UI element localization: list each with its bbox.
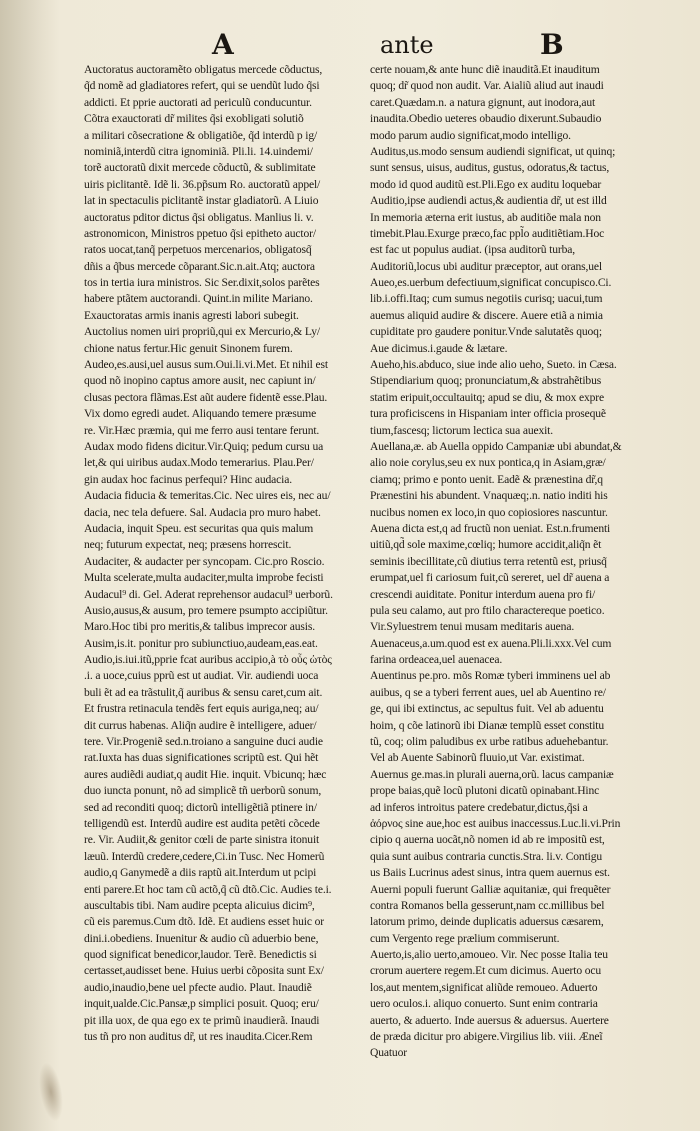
text-line: Multa scelerate,multa audaciter,multa improbe fecisti	[84, 571, 324, 585]
text-line: habere ptãtem auctorandi. Quint.in milite Mariano.	[84, 292, 313, 306]
text-line: q̃d nomẽ ad gladiatores refert, qui se uendũt ludo q̃si	[84, 79, 320, 93]
text-line: Audacia fiducia & temeritas.Cic. Nec uires eis, nec au/	[84, 489, 331, 503]
text-line: inaudita.Obedio ueteres obaudio dixerunt.Subaudio	[370, 112, 602, 126]
running-head-left-initial: A	[212, 28, 234, 61]
text-line: ciamq; primo e ponto uenit. Eadẽ & prænestina dr̃,q	[370, 472, 603, 486]
text-line: Auernus ge.mas.in plurali auerna,orũ. lacus campaniæ	[370, 767, 614, 781]
text-line: statim eripuit,occultauitq; apud se diu, & mox expre	[370, 390, 605, 404]
text-line: rat.Iuxta has duas significationes scriptũ est. Qui hẽt	[84, 751, 319, 765]
text-line: tere. Vir.Progeniẽ sed.n.troiano a sanguine duci audie	[84, 735, 323, 749]
text-line: quod significat benedicor,laudor. Terẽ. Benedictis si	[84, 948, 317, 962]
text-line: cipio q auerna uocãt,nõ nomen id ab re impositũ est,	[370, 833, 605, 847]
text-line: tũ, coq; olim paludibus ex urbe ratibus aduehebantur.	[370, 735, 609, 749]
text-line: Ausim,is.it. ponitur pro subiunctiuo,audeam,eas.eat.	[84, 636, 318, 650]
right-text-column	[370, 62, 696, 1062]
text-line: lat in spectaculis piclitantẽ instar gladiatorũ. A Liuio	[84, 194, 319, 208]
text-line: los,aut mentem,significat aliũde remoueo. Aduerto	[370, 980, 598, 994]
text-line: certasset,audisset bene. Huius uerbi cõposita sunt Ex/	[84, 964, 324, 978]
running-head-title: ante	[380, 31, 434, 59]
text-line: enti parere.Et hoc tam cũ actõ,q̃ cũ dtõ.Cic. Audies te.i.	[84, 882, 332, 896]
text-line: gin audax hoc facinus perfequi? Hinc audacia.	[84, 472, 292, 486]
running-head-right-initial: B	[540, 28, 564, 61]
text-line: contra Romanos bella gesserunt,nam cc.millibus bel	[370, 898, 605, 912]
text-line: addicti. Et pprie auctorati ad periculũ conducuntur.	[84, 95, 312, 109]
text-line: astronomicon, Ministros ppetuo q̃si epitheto auctor/	[84, 226, 316, 240]
text-line: uero oculos.i. aliquo conuerto. Sunt enim contraria	[370, 997, 598, 1011]
text-line: modo id quod auditũ est.Pli.Ego ex auditu loquebar	[370, 177, 602, 191]
text-line: caret.Quædam.n. a natura gignunt, aut inodora,aut	[370, 95, 596, 109]
text-line: certe nouam,& ante hunc diẽ inauditã.Et inauditum	[370, 63, 600, 76]
text-line: neq; futurum expectat, neq; præsens horrescit.	[84, 538, 292, 552]
text-line: latorum primo, deinde duplicatis aduersus cæsarem,	[370, 915, 604, 929]
text-line: de præda dicitur pro abigere.Virgilius lib. viii. Æneĩ	[370, 1030, 603, 1044]
text-line: re. Vir. Audiit,& genitor cœli de parte sinistra itonuit	[84, 833, 320, 847]
text-line: læuũ. Interdũ credere,cedere,Ci.in Tusc. Nec Homerũ	[84, 849, 325, 863]
text-line: auemus aliquid audire & discere. Auere etiã a nimia	[370, 308, 603, 322]
text-line: Aueho,his.abduco, siue inde alio ueho, Sueto. in Cæsa.	[370, 358, 617, 372]
text-line: cum Vergento rege prælium commiserunt.	[370, 931, 560, 945]
text-line: Audacia, inquit Speu. est securitas qua quis malum	[84, 521, 314, 535]
text-line: uiris piclitantẽ. Idẽ li. 36.pp̃sum Ro. auctoratũ appel/	[84, 177, 321, 191]
text-line: dit currus habenas. Aliq̃n audire ẽ intelligere, aduer/	[84, 718, 317, 732]
text-line: inquit,ualde.Cic.Pansæ,p simplici posuit. Quoq; eru/	[84, 997, 319, 1011]
text-line: telligendũ est. Interdũ audire est audita petẽti cõcede	[84, 816, 320, 830]
text-line: duo iuncta ponunt, nõ ad simplicẽ tñ uerborũ sonum,	[84, 784, 322, 798]
text-line: alio noie corylus,seu ex nux pontica,q in Asiam,græ/	[370, 456, 606, 470]
text-line: quod nõ inopino captus amore ausit, nec capiunt in/	[84, 374, 316, 388]
text-line: In memoria æterna erit iustus, ab auditiõe mala non	[370, 210, 601, 224]
text-line: let,& qui uiribus audax.Modo temerarius. Plau.Per/	[84, 456, 314, 470]
text-line: Auerni populi fuerunt Galliæ aquitaniæ, qui frequẽter	[370, 882, 611, 896]
text-line: Auentinus pe.pro. mõs Romæ tyberi imminens uel ab	[370, 669, 611, 683]
text-line: audio,q Ganymedẽ a diis raptũ ait.Interdum ut pcipi	[84, 866, 317, 880]
text-line: ratos uocat,tanq̃ perpetuos mercenarios, obligatosq̃	[84, 243, 312, 257]
text-line: lib.i.offi.Itaq; cum sumus negotiis curisq; uacui,tum	[370, 292, 603, 306]
text-line: Auctolius nomen uiri propriũ,qui ex Mercurio,& Ly/	[84, 325, 320, 339]
text-line: re. Vir.Hæc præmia, qui me ferro ausi tentare ferunt.	[84, 423, 320, 437]
text-line: Et frustra retinacula tendẽs fert equis auriga,neq; au/	[84, 702, 319, 716]
text-line: .i. a uoce,cuius pprũ est ut audiat. Vir. audiendi uoca	[84, 669, 319, 683]
text-line: Auena dicta est,q ad fructũ non ueniat. Est.n.frumenti	[370, 521, 611, 535]
text-line: us Baiis Lucrinus adest sinus, intra quem auernus est.	[370, 866, 610, 880]
text-line: Auditoriũ,locus ubi auditur præceptor, aut orans,uel	[370, 259, 602, 273]
text-line: Quatuor	[370, 1046, 407, 1060]
text-line: dini.i.obediens. Inuenitur & audio cũ aduerbio bene,	[84, 931, 319, 945]
text-line: ἀόρνος sine aue,hoc est auibus inaccessus.Luc.li.vi.Prin	[370, 816, 621, 830]
text-line: erumpat,uel fi cariosum fuit,cũ sereret, uel dr̃ auena a	[370, 571, 610, 585]
left-text-column	[84, 62, 402, 1045]
text-line: crorum auertere regem.Et cum dicimus. Auerto ocu	[370, 964, 602, 978]
text-line: Auditus,us.modo sensum audiendi significat, ut quinq;	[370, 144, 616, 158]
text-line: auctoratus pditor dictus q̃si obligatus. Manlius li. v.	[84, 210, 314, 224]
text-line: modo parum audio significat,modo intelligo.	[370, 128, 571, 142]
text-line: Aueo,es.uerbum defectiuum,significat concupisco.Ci.	[370, 276, 612, 290]
text-line: tura proficiscens in Hispaniam inter officia prosequẽ	[370, 407, 606, 421]
page-edge-shadow	[0, 0, 60, 1131]
text-line: Ausio,ausus,& ausum, pro temere psumpto accipiũtur.	[84, 603, 328, 617]
text-line: auerto, & aduerto. Inde auersus & aduersus. Auertere	[370, 1013, 609, 1027]
text-line: pula seu calamo, aut pro ftilo charactereque poetico.	[370, 603, 605, 617]
text-line: farina ordeacea,uel auenacea.	[370, 653, 503, 667]
text-line: prope baias,quẽ locũ plutoni dicatũ opinabant.Hinc	[370, 784, 600, 798]
text-line: chione natus fertur.Hic genuit Sinonem furem.	[84, 341, 293, 355]
text-line: hoim, q cõe latinorũ ibi Dianæ templũ esset constitu	[370, 718, 605, 732]
text-line: quia sunt auibus contraria cunctis.Stra. li.v. Contigu	[370, 849, 603, 863]
text-line: Auellana,æ. ab Auella oppido Campaniæ ubi abundat,&	[370, 439, 622, 453]
text-line: sunt sensus, uisus, auditus, gustus, odoratus,& tactus,	[370, 161, 610, 175]
text-line: tos in tertia iura ministros. Sic Ser.dixit,solos parẽtes	[84, 276, 320, 290]
text-line: aures audiẽdi audiat,q audit Hie. inquit. Vbicunq; hæc	[84, 767, 327, 781]
text-line: audio,inaudio,bene uel pfecte audio. Plaut. Inaudiẽ	[84, 980, 312, 994]
text-line: Audax modo fidens dicitur.Vir.Quiq; pedum cursu ua	[84, 439, 324, 453]
text-line: Prænestini his abundent. Vnaquæq;.n. natio inditi his	[370, 489, 608, 503]
text-line: cupiditate pro gaudere ponitur.Vnde salutatẽs quoq;	[370, 325, 602, 339]
text-line: clusas pectora flãmas.Est aũt audere fidentẽ esse.Plau.	[84, 390, 328, 404]
text-line: est fac ut populus audiat. (ipsa auditorũ turba,	[370, 243, 575, 257]
text-line: Vix domo egredi audet. Aliquando temere præsume	[84, 407, 317, 421]
text-line: Vel ab Auente Sabinorũ fluuio,ut Var. existimat.	[370, 751, 585, 765]
text-line: Audaciter, & audacter per syncopam. Cic.pro Roscio.	[84, 554, 325, 568]
text-line: sed ad reconditi quoq; dictorũ intelligẽtiã ptinere in/	[84, 800, 317, 814]
text-line: auibus, q se a tyberi ferrent aues, uel ab Auentino re/	[370, 685, 606, 699]
text-line: Stipendiarium quoq; pronunciatum,& abstrahẽtibus	[370, 374, 602, 388]
text-line: Audeo,es.ausi,uel ausus sum.Oui.li.vi.Met. Et nihil est	[84, 358, 328, 372]
text-line: torẽ auctoratũ dixit mercede cõductũ, & sublimitate	[84, 161, 316, 175]
text-line: Exauctoratas armis inanis agresti labori subegit.	[84, 308, 299, 322]
text-line: nominiã,interdũ citra ignominiã. Pli.li. 14.uindemi/	[84, 144, 313, 158]
text-line: nucibus nomen ex loco,in quo copiosiores nascuntur.	[370, 505, 608, 519]
text-line: crescendi auiditate. Ponitur interdum auena pro fi/	[370, 587, 596, 601]
text-line: Cõtra exauctorati dr̃ milites q̃si exobligati solutiõ	[84, 112, 304, 126]
text-line: uitiũ,qd̃ sole maxime,cœliq; humore accidit,aliq̃n ẽt	[370, 538, 602, 552]
text-line: Auctoratus auctoramẽto obligatus mercede cõductus,	[84, 63, 323, 76]
text-line: Auenaceus,a.um.quod est ex auena.Pli.li.xxx.Vel cum	[370, 636, 612, 650]
text-line: timebit.Plau.Exurge præco,fac ppl̃o auditiẽtiam.Hoc	[370, 226, 605, 240]
text-line: dacia, nec tela defuere. Sal. Audacia pro muro habet.	[84, 505, 321, 519]
text-line: Maro.Hoc tibi pro meritis,& talibus imprecor ausis.	[84, 620, 315, 634]
text-line: tium,fascesq; lictorum lectica sua auexit.	[370, 423, 553, 437]
text-line: Vir.Syluestrem tenui musam meditaris auena.	[370, 620, 575, 634]
text-line: cũ eis paremus.Cum dtõ. Idẽ. Et audiens esset huic or	[84, 915, 324, 929]
text-line: dñis a q̃bus mercede cõparant.Sic.n.ait.Atq; auctora	[84, 259, 315, 273]
text-line: auscultabis tibi. Nam audire pcepta alicuius dicim⁹,	[84, 898, 315, 912]
text-line: Audacul⁹ di. Gel. Aderat reprehensor audacul⁹ uerborũ.	[84, 587, 333, 601]
text-line: tus tñ pro non auditus dr̃, ut res inaudita.Cicer.Rem	[84, 1030, 313, 1044]
text-line: quoq; dr̃ quod non audit. Var. Aialiũ aliud aut inaudi	[370, 79, 604, 93]
text-line: Auerto,is,alio uerto,amoueo. Vir. Nec posse Italia teu	[370, 948, 608, 962]
text-line: ge, qui ibi extinctus, ac sepultus fuit. Vel ab aduentu	[370, 702, 604, 716]
text-line: a militari cõsecratione & obligatiõe, q̃d interdũ p ig/	[84, 128, 318, 142]
text-line: Auditio,ipse audiendi actus,& audientia dr̃, ut est illd	[370, 194, 607, 208]
text-line: pit illa uox, de qua ego ex te primũ inaudierã. Inaudi	[84, 1013, 320, 1027]
text-line: buli ẽt ad ea trãstulit,q̃ auribus & sensu caret,cum ait.	[84, 685, 323, 699]
text-line: Audio,is.iui.itũ,pprie fcat auribus accipio,à τὸ οὖς ὠτὸς	[84, 653, 332, 667]
text-line: Aue dicimus.i.gaude & lætare.	[370, 341, 508, 355]
text-line: ad inferos introitus patere credebatur,dictus,q̃si a	[370, 800, 588, 814]
text-line: seminis ibecillitate,cũ diutius terra retentũ est, priusq̃	[370, 554, 607, 568]
